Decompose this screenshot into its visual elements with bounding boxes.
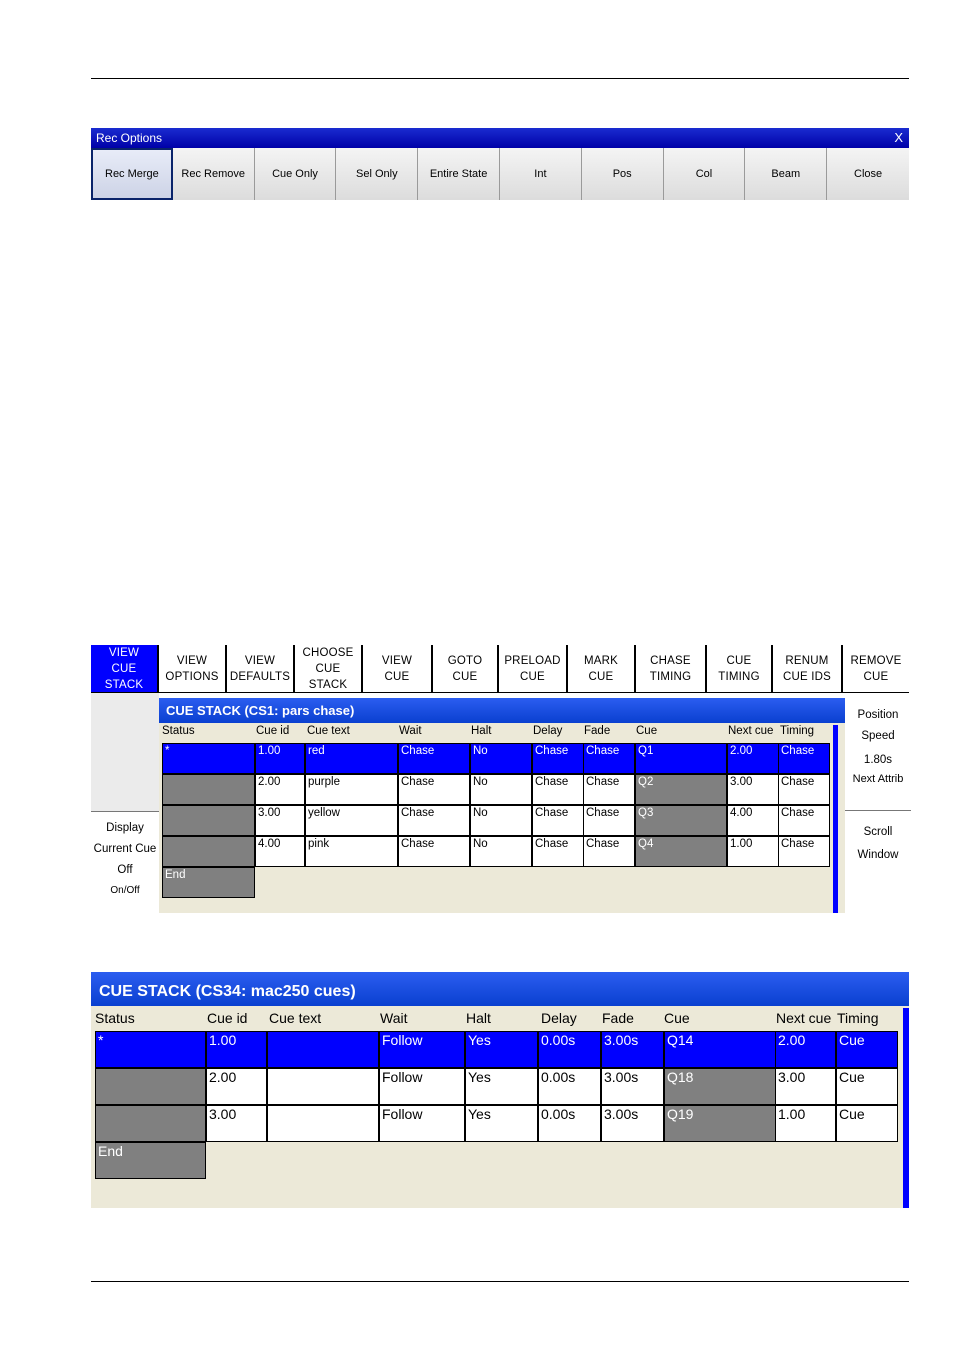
- mark-cue-button[interactable]: MARK CUE: [568, 645, 636, 693]
- softkey-label: Speed: [861, 730, 895, 742]
- column-header: Cue: [664, 1010, 690, 1026]
- pos-button[interactable]: Pos: [582, 148, 664, 200]
- table-cell[interactable]: 0.00s: [538, 1068, 601, 1105]
- view-defaults-button[interactable]: VIEW DEFAULTS: [227, 645, 295, 693]
- table-cell[interactable]: Chase: [532, 836, 584, 867]
- renum-cue-ids-button[interactable]: RENUM CUE IDS: [773, 645, 843, 693]
- table-cell[interactable]: Chase: [532, 743, 584, 774]
- table-cell[interactable]: Yes: [465, 1105, 538, 1142]
- scroll-window-softkey[interactable]: [845, 821, 911, 867]
- table-cell[interactable]: 0.00s: [538, 1105, 601, 1142]
- table-cell[interactable]: 3.00: [255, 805, 305, 836]
- col-button[interactable]: Col: [664, 148, 746, 200]
- table-cell[interactable]: [162, 805, 255, 836]
- table-cell[interactable]: No: [470, 774, 532, 805]
- cue-timing-button[interactable]: CUE TIMING: [707, 645, 773, 693]
- table-cell[interactable]: 3.00: [206, 1105, 267, 1142]
- left-softkey-empty[interactable]: [91, 693, 159, 812]
- table-cell[interactable]: *: [95, 1031, 206, 1068]
- rec-options-window: [91, 128, 909, 200]
- table-cell[interactable]: yellow: [305, 805, 398, 836]
- cue-stack-title: CUE STACK (CS34: mac250 cues): [91, 972, 909, 1006]
- column-header: Delay: [541, 1010, 577, 1026]
- end-marker[interactable]: End: [162, 867, 255, 898]
- table-cell[interactable]: Chase: [778, 774, 830, 805]
- end-marker[interactable]: End: [95, 1142, 206, 1179]
- table-cell[interactable]: Q18: [664, 1068, 776, 1105]
- column-header: Fade: [602, 1010, 634, 1026]
- table-cell[interactable]: Chase: [778, 805, 830, 836]
- table-cell[interactable]: Q2: [635, 774, 727, 805]
- table-cell[interactable]: No: [470, 805, 532, 836]
- choose-cue-stack-button[interactable]: CHOOSE CUE STACK: [295, 645, 363, 693]
- table-cell[interactable]: 1.00: [206, 1031, 267, 1068]
- table-cell[interactable]: [95, 1068, 206, 1105]
- right-softkey-panel: [845, 693, 911, 913]
- softkey-label: Position: [857, 709, 899, 721]
- table-cell[interactable]: Follow: [379, 1031, 465, 1068]
- table-cell[interactable]: Q1: [635, 743, 727, 774]
- table-cell[interactable]: [267, 1031, 379, 1068]
- beam-button[interactable]: Beam: [745, 148, 827, 200]
- column-header: Cue: [636, 725, 658, 737]
- table-cell[interactable]: [95, 1105, 206, 1142]
- column-header: Cue text: [307, 725, 350, 737]
- table-cell[interactable]: Q14: [664, 1031, 776, 1068]
- column-header: Status: [95, 1010, 135, 1026]
- cue-only-button[interactable]: Cue Only: [255, 148, 337, 200]
- column-header: Cue id: [207, 1010, 248, 1026]
- rec-merge-button[interactable]: Rec Merge: [91, 148, 173, 200]
- table-cell[interactable]: Chase: [532, 805, 584, 836]
- table-cell[interactable]: 3.00s: [601, 1031, 664, 1068]
- bottom-rule: [91, 1281, 909, 1282]
- preload-cue-button[interactable]: PRELOAD CUE: [499, 645, 568, 693]
- scrollbar[interactable]: [833, 725, 838, 913]
- divider: [845, 810, 911, 811]
- table-cell[interactable]: Yes: [465, 1068, 538, 1105]
- cue-stack-window-2: [91, 972, 909, 1208]
- softkey-value: Off: [117, 864, 133, 876]
- column-header: Timing: [837, 1010, 879, 1026]
- position-speed-softkey[interactable]: [845, 705, 911, 790]
- column-header: Wait: [380, 1010, 408, 1026]
- column-header: Cue text: [269, 1010, 322, 1026]
- softkey-label: Scroll: [863, 826, 893, 838]
- column-header: Timing: [780, 725, 815, 737]
- table-cell[interactable]: 1.00: [727, 836, 779, 867]
- table-cell[interactable]: Chase: [398, 805, 470, 836]
- softkey-label: On/Off: [110, 885, 140, 896]
- table-cell[interactable]: Chase: [778, 743, 830, 774]
- remove-cue-button[interactable]: REMOVE CUE: [843, 645, 909, 693]
- table-cell[interactable]: [162, 774, 255, 805]
- softkey-label: Display: [106, 822, 144, 834]
- table-cell[interactable]: 3.00: [775, 1068, 836, 1105]
- table-cell[interactable]: Chase: [532, 774, 584, 805]
- table-cell[interactable]: Yes: [465, 1031, 538, 1068]
- column-header: Halt: [471, 725, 492, 737]
- chase-timing-button[interactable]: CHASE TIMING: [636, 645, 707, 693]
- table-cell[interactable]: No: [470, 836, 532, 867]
- softkey-label: Current Cue: [93, 843, 157, 855]
- column-header: Next cue: [776, 1010, 832, 1026]
- cue-stack-title: CUE STACK (CS1: pars chase): [159, 698, 845, 723]
- int-button[interactable]: Int: [500, 148, 582, 200]
- table-cell[interactable]: pink: [305, 836, 398, 867]
- table-cell[interactable]: Cue: [836, 1105, 898, 1142]
- close-icon[interactable]: X: [894, 130, 903, 145]
- display-current-cue-softkey[interactable]: [91, 818, 159, 896]
- table-cell[interactable]: 2.00: [255, 774, 305, 805]
- table-cell[interactable]: 2.00: [775, 1031, 836, 1068]
- column-header: Next cue: [728, 725, 774, 737]
- softkey-label: Window: [857, 849, 899, 861]
- view-options-button[interactable]: VIEW OPTIONS: [159, 645, 227, 693]
- table-cell[interactable]: 3.00s: [601, 1068, 664, 1105]
- close-button[interactable]: Close: [827, 148, 909, 200]
- sel-only-button[interactable]: Sel Only: [336, 148, 418, 200]
- column-header: Cue id: [256, 725, 290, 737]
- table-cell[interactable]: No: [470, 743, 532, 774]
- table-cell[interactable]: Chase: [398, 774, 470, 805]
- column-header: Halt: [466, 1010, 491, 1026]
- scrollbar[interactable]: [903, 1008, 909, 1208]
- left-softkey-panel: [91, 693, 159, 913]
- rec-options-title: Rec Options: [96, 131, 163, 145]
- view-cue-stack-button[interactable]: VIEW CUE STACK: [91, 645, 159, 693]
- table-cell[interactable]: 1.00: [255, 743, 305, 774]
- cue-stack-window-1: [159, 698, 845, 913]
- top-rule: [91, 78, 909, 79]
- rec-options-titlebar: [91, 128, 909, 148]
- table-cell[interactable]: Follow: [379, 1105, 465, 1142]
- table-cell[interactable]: Chase: [583, 743, 635, 774]
- rec-remove-button[interactable]: Rec Remove: [173, 148, 255, 200]
- table-cell[interactable]: 3.00: [727, 774, 779, 805]
- softkey-value: 1.80s: [863, 754, 893, 766]
- table-cell[interactable]: Chase: [778, 836, 830, 867]
- table-cell[interactable]: Cue: [836, 1031, 898, 1068]
- table-cell[interactable]: *: [162, 743, 255, 774]
- rec-options-buttons: [91, 148, 909, 200]
- column-header: Fade: [584, 725, 611, 737]
- column-header: Status: [162, 725, 195, 737]
- table-cell[interactable]: Chase: [398, 743, 470, 774]
- cue-stack-toolbar: [91, 645, 909, 693]
- table-cell[interactable]: Q19: [664, 1105, 776, 1142]
- column-header: Wait: [399, 725, 422, 737]
- table-cell[interactable]: 0.00s: [538, 1031, 601, 1068]
- column-header: Delay: [533, 725, 563, 737]
- table-cell[interactable]: 2.00: [206, 1068, 267, 1105]
- table-cell[interactable]: 1.00: [775, 1105, 836, 1142]
- table-cell[interactable]: [267, 1068, 379, 1105]
- table-cell[interactable]: 4.00: [727, 805, 779, 836]
- table-cell[interactable]: Chase: [583, 774, 635, 805]
- entire-state-button[interactable]: Entire State: [418, 148, 500, 200]
- table-cell[interactable]: Follow: [379, 1068, 465, 1105]
- table-cell[interactable]: Q4: [635, 836, 727, 867]
- table-cell[interactable]: Chase: [583, 836, 635, 867]
- goto-cue-button[interactable]: GOTO CUE: [433, 645, 499, 693]
- table-cell[interactable]: Cue: [836, 1068, 898, 1105]
- view-cue-button[interactable]: VIEW CUE: [363, 645, 433, 693]
- table-cell[interactable]: red: [305, 743, 398, 774]
- softkey-label: Next Attrib: [852, 773, 904, 785]
- table-cell[interactable]: [162, 836, 255, 867]
- table-cell[interactable]: [267, 1105, 379, 1142]
- table-cell[interactable]: 3.00s: [601, 1105, 664, 1142]
- table-cell[interactable]: 4.00: [255, 836, 305, 867]
- table-cell[interactable]: Chase: [583, 805, 635, 836]
- table-cell[interactable]: purple: [305, 774, 398, 805]
- table-cell[interactable]: Q3: [635, 805, 727, 836]
- table-cell[interactable]: Chase: [398, 836, 470, 867]
- table-cell[interactable]: 2.00: [727, 743, 779, 774]
